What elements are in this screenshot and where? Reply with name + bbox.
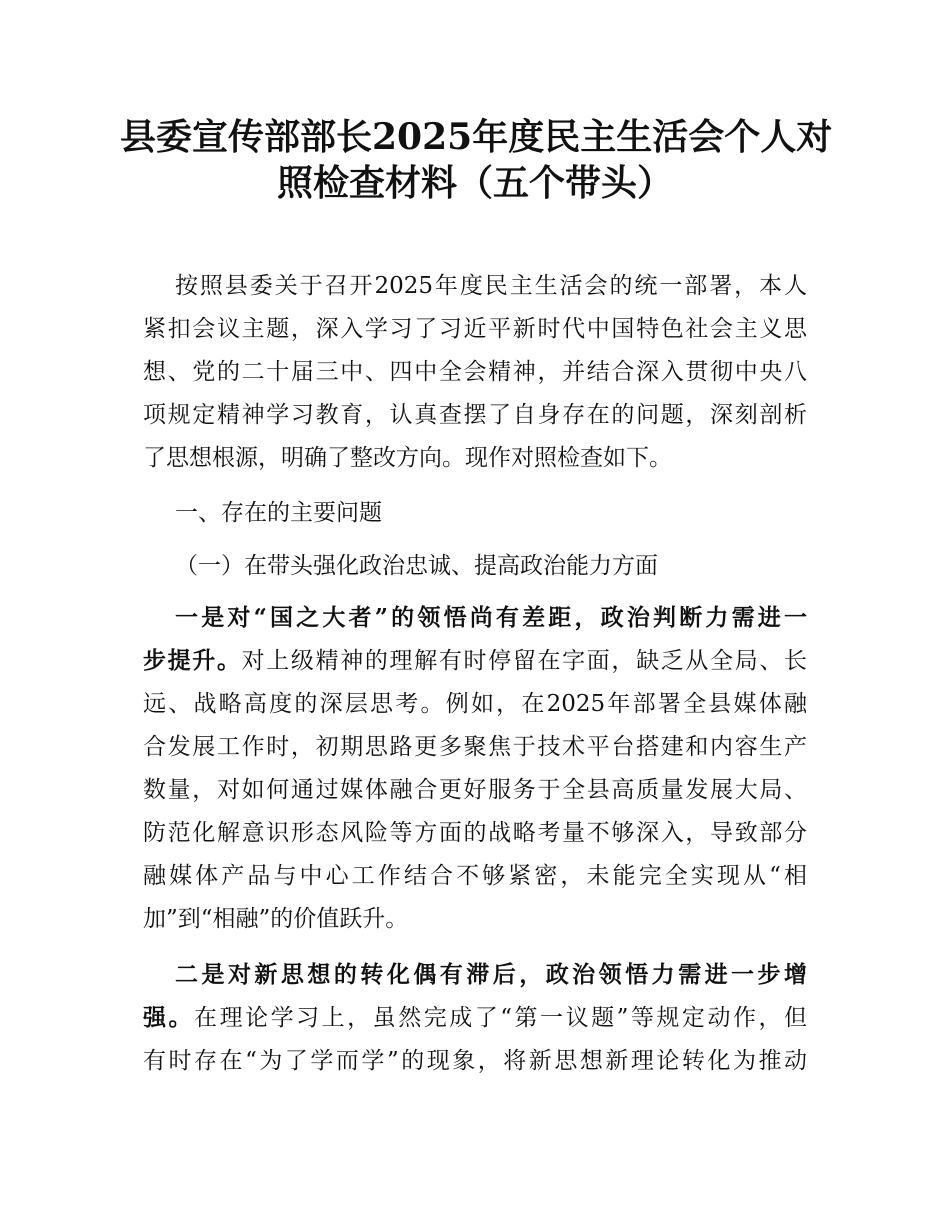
item-lead-emphasis: 步提升。	[143, 647, 242, 674]
intro-line: 紧扣会议主题，深入学习了习近平新时代中国特色社会主义思	[143, 316, 807, 342]
document-title-line-1: 县委宣传部部长2025年度民主生活会个人对	[120, 116, 833, 158]
item-paragraph-line	[143, 641, 807, 681]
document-title-line-2: 照检查材料（五个带头）	[276, 162, 673, 204]
section-heading: 一、存在的主要问题	[175, 500, 382, 526]
intro-line: 想、党的二十届三中、四中全会精神，并结合深入贯彻中央八	[143, 359, 807, 385]
subsection-heading: （一）在带头强化政治忠诚、提高政治能力方面	[175, 553, 658, 579]
item-paragraph-line: 合发展工作时，初期思路更多聚焦于技术平台搭建和内容生产	[143, 734, 807, 760]
item-lead-emphasis: 强。	[143, 1004, 195, 1031]
item-paragraph-line: 加”到“相融”的价值跃升。	[143, 906, 409, 932]
item-paragraph-line: 有时存在“为了学而学”的现象，将新思想新理论转化为推动	[143, 1048, 807, 1074]
intro-line: 按照县委关于召开2025年度民主生活会的统一部署，本人	[175, 273, 807, 299]
item-paragraph-line: 融媒体产品与中心工作结合不够紧密，未能完全实现从“相	[143, 863, 807, 889]
intro-line: 项规定精神学习教育，认真查摆了自身存在的问题，深刻剖析	[143, 402, 807, 428]
item-paragraph-line: 远、战略高度的深层思考。例如，在2025年部署全县媒体融	[143, 691, 807, 717]
item-lead-line: 一是对“国之大者”的领悟尚有差距，政治判断力需进一	[175, 604, 807, 631]
item-lead-line: 二是对新思想的转化偶有滞后，政治领悟力需进一步增	[175, 961, 807, 988]
item-text: 对上级精神的理解有时停留在字面，缺乏从全局、长	[241, 648, 807, 674]
item-paragraph-line: 数量，对如何通过媒体融合更好服务于全县高质量发展大局、	[143, 777, 807, 803]
item-paragraph-line: 防范化解意识形态风险等方面的战略考量不够深入，导致部分	[143, 820, 807, 846]
item-paragraph-line	[143, 998, 807, 1038]
intro-line: 了思想根源，明确了整改方向。现作对照检查如下。	[143, 445, 672, 471]
item-text: 在理论学习上，虽然完成了“第一议题”等规定动作，但	[194, 1005, 807, 1031]
